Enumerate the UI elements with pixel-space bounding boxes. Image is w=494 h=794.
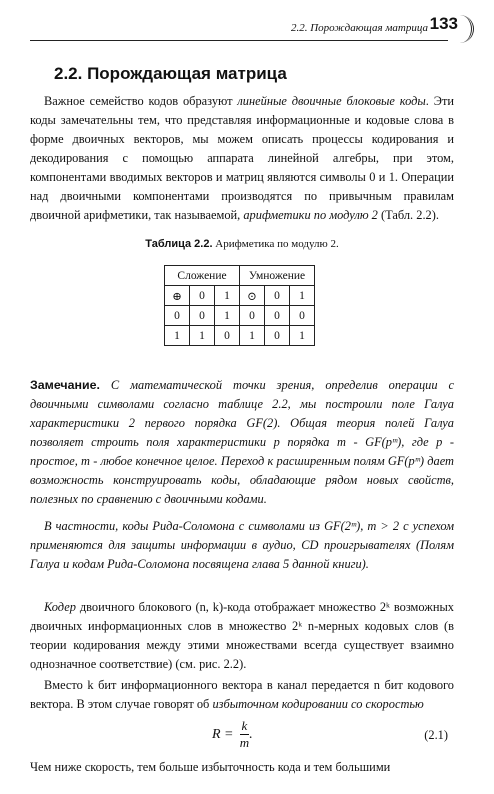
table-row <box>165 306 315 326</box>
table-cell: 0 <box>290 306 315 326</box>
table-cell: 0 <box>190 306 215 326</box>
rate-formula: R = $\frac{k}{m}$ . <box>212 718 253 750</box>
table-row <box>165 326 315 346</box>
table-cell: 1 <box>190 326 215 346</box>
running-header: 2.2. Порождающая матрица <box>290 22 428 34</box>
rate-paragraph: Вместо k бит информационного вектора в канал передается n бит кодового вектора. В этом случае говорят об избыточном кодировании со скоростью <box>30 678 454 711</box>
table-header-row <box>165 266 315 286</box>
header-addition: Сложение <box>165 266 240 286</box>
chapter-tab-marker <box>459 15 474 43</box>
table-cell: 0 <box>215 326 240 346</box>
rate-fraction: $\frac{k}{m}$ <box>239 718 250 750</box>
equation-number: (2.1) <box>424 728 448 742</box>
xor-symbol: ⊕ <box>165 286 190 306</box>
page-number: 133 <box>429 14 458 33</box>
table-cell: 0 <box>165 306 190 326</box>
table-caption: Таблица 2.2. Арифметика по модулю 2. <box>145 238 339 250</box>
table-cell: 1 <box>165 326 190 346</box>
header-rule <box>30 40 448 41</box>
table-cell: 1 <box>215 306 240 326</box>
last-line: Чем ниже скорость, тем больше избыточность кода и тем большими <box>30 760 391 774</box>
table-row <box>165 286 315 306</box>
table-cell: 1 <box>240 326 265 346</box>
remark-paragraph: Замечание. С математической точки зрения, определив операции с двоичными символами согласно таблице 2.2, мы построили поле Галуа характеристики 2 первого порядка GF(2). Общая теория полей Галуа позволяет строить поля характеристики p порядка m - GF(pᵐ), где p - простое, m - любое конечное целое. Переход к расширенным полям GF(pᵐ) дает возможность конструировать коды, обладающие рядом новых свойств, полезных по сравнению с двоичными кодами. <box>30 378 455 506</box>
header-multiplication: Умножение <box>240 266 315 286</box>
remark-paragraph-2: В частности, коды Рида-Соломона с символами из GF(2ᵐ), m > 2 с успехом применяются для защиты информации в аудио, CD проигрывателях (Полям Галуа и кодам Рида-Соломона посвящена глава 5 данной книги). <box>30 519 454 571</box>
encoder-paragraph: Кодер двоичного блокового (n, k)-кода отображает множество 2ᵏ возможных двоичных информационных слов в множество 2ᵏ n-мерных кодовых слов (в теории кодирования между этими множествами всегда существует взаимно однозначное соответствие) (см. рис. 2.2). <box>30 600 454 671</box>
section-title: 2.2. Порождающая матрица <box>54 64 287 83</box>
table-cell: 0 <box>240 306 265 326</box>
mod2-table <box>164 265 315 346</box>
intro-paragraph: Важное семейство кодов образуют линейные двоичные блоковые коды. Эти коды замечательны тем, что представляя информационные и кодовые слова в форме двоичных векторов, мы можем описать процессы кодирования и декодирования с помощью аппарата линейной алгебры, при этом, компонентами вводимых векторов и матриц являются символы 0 и 1. Операции над двоичными компонентами производятся по привычным правилам двоичной арифметики, так называемой, арифметики по модулю 2 (Табл. 2.2). <box>30 94 454 222</box>
table-cell: 0 <box>265 326 290 346</box>
table-cell: 1 <box>290 286 315 306</box>
table-cell: 0 <box>265 286 290 306</box>
table-cell: 1 <box>215 286 240 306</box>
table-cell: 0 <box>265 306 290 326</box>
table-cell: 0 <box>190 286 215 306</box>
table-cell: 1 <box>290 326 315 346</box>
odot-symbol: ⊙ <box>240 286 265 306</box>
